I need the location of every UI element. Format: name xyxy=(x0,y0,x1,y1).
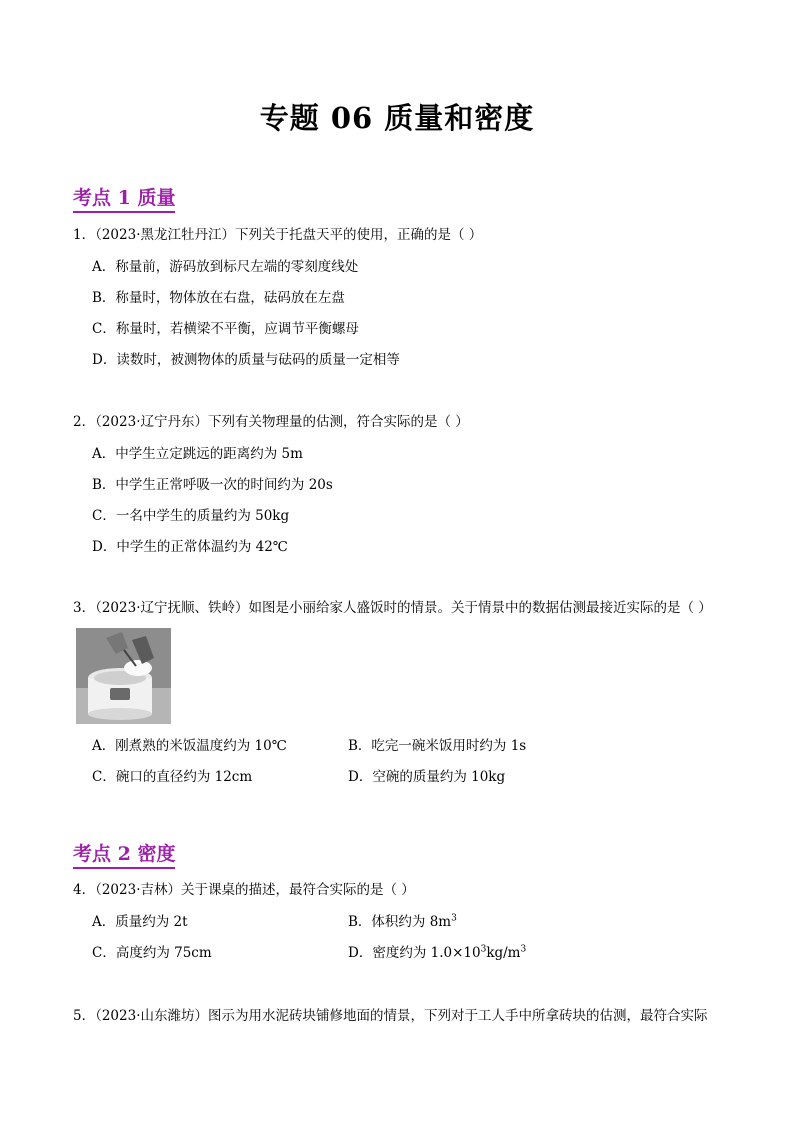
question-4-option-d: D．密度约为 $1.0\times 10^3kg/m^3$ xyxy=(348,944,527,961)
question-1-option-a: A．称量前，游码放到标尺左端的零刻度线处 xyxy=(92,259,359,275)
question-2-option-b: B．中学生正常呼吸一次的时间约为 20s xyxy=(92,477,333,493)
section-heading-density: 考点 2 密度 xyxy=(73,842,175,869)
question-3-option-c: C．碗口的直径约为 12cm xyxy=(92,769,253,785)
question-3-option-b: B．吃完一碗米饭用时约为 1s xyxy=(348,738,527,754)
question-4-option-a: A．质量约为 2t xyxy=(92,914,188,930)
rice-cooker-photo xyxy=(76,628,171,724)
question-4-option-c: C．高度约为 75cm xyxy=(92,945,212,961)
question-4-option-b: B．体积约为 $8m^3$ xyxy=(348,913,457,930)
question-5-stem: 5．（2023·山东潍坊）图示为用水泥砖块铺修地面的情景，下列对于工人手中所拿砖块的估测，最符合实际 xyxy=(73,1008,708,1024)
question-1-option-c: C．称量时，若横梁不平衡，应调节平衡螺母 xyxy=(92,321,359,337)
question-1-stem: 1．（2023·黑龙江牡丹江）下列关于托盘天平的使用，正确的是（ ） xyxy=(73,227,483,243)
question-2-option-c: C．一名中学生的质量约为 50kg xyxy=(92,508,290,524)
question-2-option-d: D．中学生的正常体温约为 42℃ xyxy=(92,539,288,555)
question-1-option-d: D．读数时，被测物体的质量与砝码的质量一定相等 xyxy=(92,352,400,368)
question-2-option-a: A．中学生立定跳远的距离约为 5m xyxy=(92,446,303,462)
question-4-stem: 4．（2023·吉林）关于课桌的描述，最符合实际的是（ ） xyxy=(73,882,415,898)
question-2-stem: 2．（2023·辽宁丹东）下列有关物理量的估测，符合实际的是（ ） xyxy=(73,414,469,430)
page-title: 专题 06 质量和密度 xyxy=(259,101,535,135)
question-3-stem: 3．（2023·辽宁抚顺、铁岭）如图是小丽给家人盛饭时的情景。关于情景中的数据估测最接近实际的是（ ） xyxy=(73,600,712,616)
section-heading-mass: 考点 1 质量 xyxy=(73,186,175,213)
question-3-option-d: D．空碗的质量约为 10kg xyxy=(348,769,506,785)
question-1-option-b: B．称量时，物体放在右盘，砝码放在左盘 xyxy=(92,290,345,306)
question-3-option-a: A．刚煮熟的米饭温度约为 10℃ xyxy=(92,738,287,754)
